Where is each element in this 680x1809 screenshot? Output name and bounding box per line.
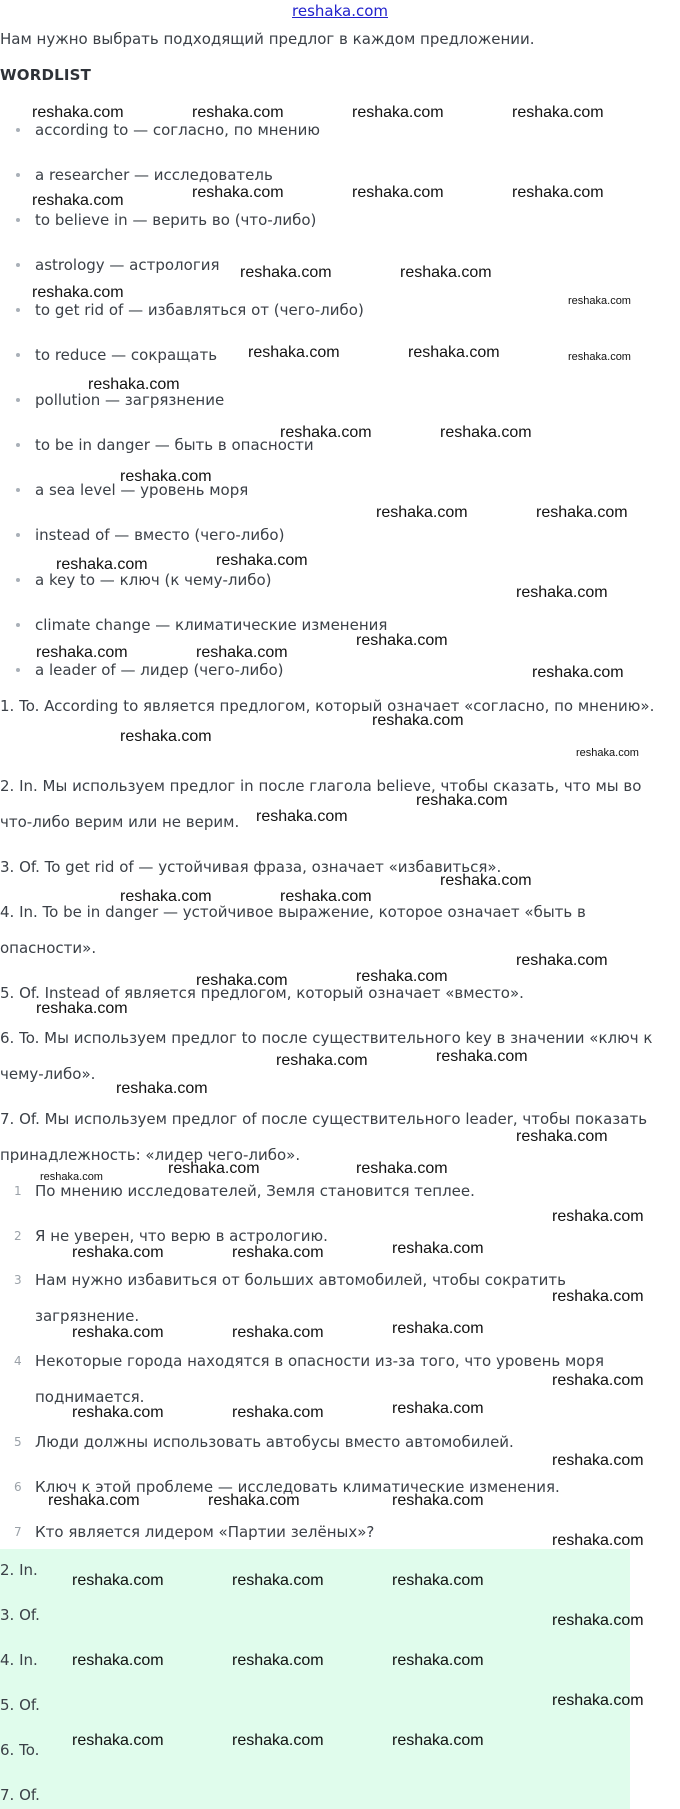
bullet-icon [16,488,20,492]
bullet-icon [16,668,20,672]
bullet-icon [16,623,20,627]
bullet-icon [16,128,20,132]
watermark: reshaka.com [256,808,348,825]
watermark: reshaka.com [532,664,624,681]
watermark: reshaka.com [120,468,212,485]
watermark: reshaka.com [576,747,639,759]
bullet-icon [16,578,20,582]
watermark: reshaka.com [216,552,308,569]
bullet-icon [16,308,20,312]
watermark: reshaka.com [72,1652,164,1669]
watermark: reshaka.com [440,872,532,889]
watermark: reshaka.com [372,712,464,729]
explanation-paragraph: 4. In. To be in danger — устойчивое выражение, которое означает «быть в опасности». [0,903,586,957]
wordlist-heading: WORDLIST [0,66,92,84]
watermark: reshaka.com [56,556,148,573]
watermark: reshaka.com [192,104,284,121]
watermark: reshaka.com [32,104,124,121]
watermark: reshaka.com [196,972,288,989]
watermark: reshaka.com [88,376,180,393]
watermark: reshaka.com [232,1404,324,1421]
answer-item: 3. Of. [0,1606,40,1624]
watermark: reshaka.com [392,1240,484,1257]
watermark: reshaka.com [232,1732,324,1749]
answer-item: 5. Of. [0,1696,40,1714]
watermark: reshaka.com [48,1492,140,1509]
watermark: reshaka.com [32,284,124,301]
bullet-icon [16,173,20,177]
watermark: reshaka.com [208,1492,300,1509]
intro-text: Нам нужно выбрать подходящий предлог в каждом предложении. [0,30,535,48]
explanation-paragraph: 5. Of. Instead of является предлогом, который означает «вместо». [0,984,524,1002]
watermark: reshaka.com [352,104,444,121]
watermark: reshaka.com [552,1692,644,1709]
bullet-icon [16,353,20,357]
bullet-icon [16,398,20,402]
watermark: reshaka.com [568,295,631,307]
watermark: reshaka.com [248,344,340,361]
bullet-icon [16,263,20,267]
watermark: reshaka.com [392,1732,484,1749]
watermark: reshaka.com [72,1732,164,1749]
explanation-paragraph: 7. Of. Мы используем предлог of после существительного leader, чтобы показать принадлежность: «лидер чего-либо». [0,1110,648,1164]
watermark: reshaka.com [72,1404,164,1421]
watermark: reshaka.com [72,1244,164,1261]
site-link[interactable]: reshaka.com [292,2,388,20]
watermark: reshaka.com [232,1324,324,1341]
watermark: reshaka.com [568,351,631,363]
watermark: reshaka.com [116,1080,208,1097]
answer-item: 2. In. [0,1561,38,1579]
watermark: reshaka.com [376,504,468,521]
watermark: reshaka.com [552,1372,644,1389]
watermark: reshaka.com [232,1572,324,1589]
watermark: reshaka.com [356,968,448,985]
watermark: reshaka.com [516,584,608,601]
watermark: reshaka.com [356,1160,448,1177]
explanation-paragraph: 1. To. According to является предлогом, который означает «согласно, по мнению». [0,697,655,715]
watermark: reshaka.com [72,1324,164,1341]
explanation-paragraph: 3. Of. To get rid of — устойчивая фраза, означает «избавиться». [0,858,502,876]
watermark: reshaka.com [436,1048,528,1065]
watermark: reshaka.com [512,184,604,201]
watermark: reshaka.com [168,1160,260,1177]
watermark: reshaka.com [392,1400,484,1417]
watermark: reshaka.com [120,728,212,745]
watermark: reshaka.com [512,104,604,121]
watermark: reshaka.com [552,1532,644,1549]
watermark: reshaka.com [392,1652,484,1669]
watermark: reshaka.com [440,424,532,441]
answer-item: 4. In. [0,1651,38,1669]
watermark: reshaka.com [416,792,508,809]
watermark: reshaka.com [552,1288,644,1305]
answer-box [0,1549,630,1809]
watermark: reshaka.com [40,1171,103,1183]
watermark: reshaka.com [192,184,284,201]
watermark: reshaka.com [392,1492,484,1509]
explanation-paragraph: 6. To. Мы используем предлог to после существительного key в значении «ключ к чему-либо». [0,1029,653,1083]
bullet-icon [16,218,20,222]
watermark: reshaka.com [392,1320,484,1337]
answer-item: 7. Of. [0,1786,40,1804]
watermark: reshaka.com [516,952,608,969]
explanation-paragraph: 2. In. Мы используем предлог in после глагола believe, чтобы сказать, что мы во что-либо верим или не верим. [0,777,642,831]
watermark: reshaka.com [240,264,332,281]
watermark: reshaka.com [536,504,628,521]
watermark: reshaka.com [196,644,288,661]
watermark: reshaka.com [36,644,128,661]
watermark: reshaka.com [552,1452,644,1469]
bullet-icon [16,533,20,537]
watermark: reshaka.com [72,1572,164,1589]
watermark: reshaka.com [232,1244,324,1261]
watermark: reshaka.com [280,888,372,905]
watermark: reshaka.com [552,1612,644,1629]
watermark: reshaka.com [120,888,212,905]
watermark: reshaka.com [356,632,448,649]
watermark: reshaka.com [408,344,500,361]
watermark: reshaka.com [392,1572,484,1589]
answer-item: 6. To. [0,1741,40,1759]
watermark: reshaka.com [32,192,124,209]
bullet-icon [16,443,20,447]
watermark: reshaka.com [352,184,444,201]
page: reshaka.com Нам нужно выбрать подходящий предлог в каждом предложении. WORDLIST according to — согласно, по мнению a researcher — исследователь to believe in — верить во (что-либо) astrology — астрология to get rid of — избавляться от (чего-либо) to reduce — сокращать pollution — загрязнение to be in danger — быть в опасности a sea level — уровень моря instead of — вместо (чего-либо) a key to — ключ (к чему-либо) climate change — климатические изменения a leader of — лидер (чего-либо) 1. To. According to является предлогом, который означает «согласно, по мнению». 2. In. Мы используем предлог in после глагола believe, чтобы сказать, что мы во что-либо верим или не верим. 3. Of. To get rid of — устойчивая фраза, означает «избавиться». 4. In. To be in danger — устойчивое выражение, которое означает «быть в опасности». 5. Of. Instead of является предлогом, который означает «вместо». 6. To. Мы используем предлог to после существительного key в значении «ключ к чему-либо». 7. Of. Мы используем предлог of после существительного leader, чтобы показать принадлежность: «лидер чего-либо». 1 По мнению исследователей, Земля становится теплее. 2 Я не уверен, что верю в астрологию. 3 Нам нужно избавиться от больших автомобилей, чтобы сократить загрязнение. 4 Некоторые города находятся в опасности из-за того, что уровень моря поднимается. 5 Люди должны использовать автобусы вместо автомобилей. 6 Ключ к этой проблеме — исследовать климатические изменения. 7 Кто является лидером «Партии зелёных»? 2. In. 3. Of. 4. In. 5. Of. 6. To. 7. Of. reshaka.com reshaka.com reshaka.com reshaka.com reshaka.com reshaka.com reshaka.com reshaka.com reshaka.com reshaka.com reshaka.com reshaka.com reshaka.com reshaka.com reshaka.com reshaka.com reshaka.com reshaka.com reshaka.com reshaka.com reshaka.com reshaka.com reshaka.com reshaka.com reshaka.com reshaka.com reshaka.com reshaka.com reshaka.com reshaka.com reshaka.com reshaka.com reshaka.com reshaka.com reshaka.com reshaka.com reshaka.com reshaka.com reshaka.com reshaka.com reshaka.com reshaka.com reshaka.com reshaka.com reshaka.com reshaka.com reshaka.com reshaka.com reshaka.com reshaka.com reshaka.com reshaka.com reshaka.com reshaka.com reshaka.com reshaka.com reshaka.com reshaka.com reshaka.com reshaka.com reshaka.com reshaka.com reshaka.com reshaka.com reshaka.com reshaka.com reshaka.com reshaka.com reshaka.com reshaka.com reshaka.com reshaka.com reshaka.com reshaka.com reshaka.com [0,0,680,1809]
watermark: reshaka.com [516,1128,608,1145]
watermark: reshaka.com [400,264,492,281]
watermark: reshaka.com [552,1208,644,1225]
watermark: reshaka.com [232,1652,324,1669]
watermark: reshaka.com [36,1000,128,1017]
watermark: reshaka.com [280,424,372,441]
watermark: reshaka.com [276,1052,368,1069]
